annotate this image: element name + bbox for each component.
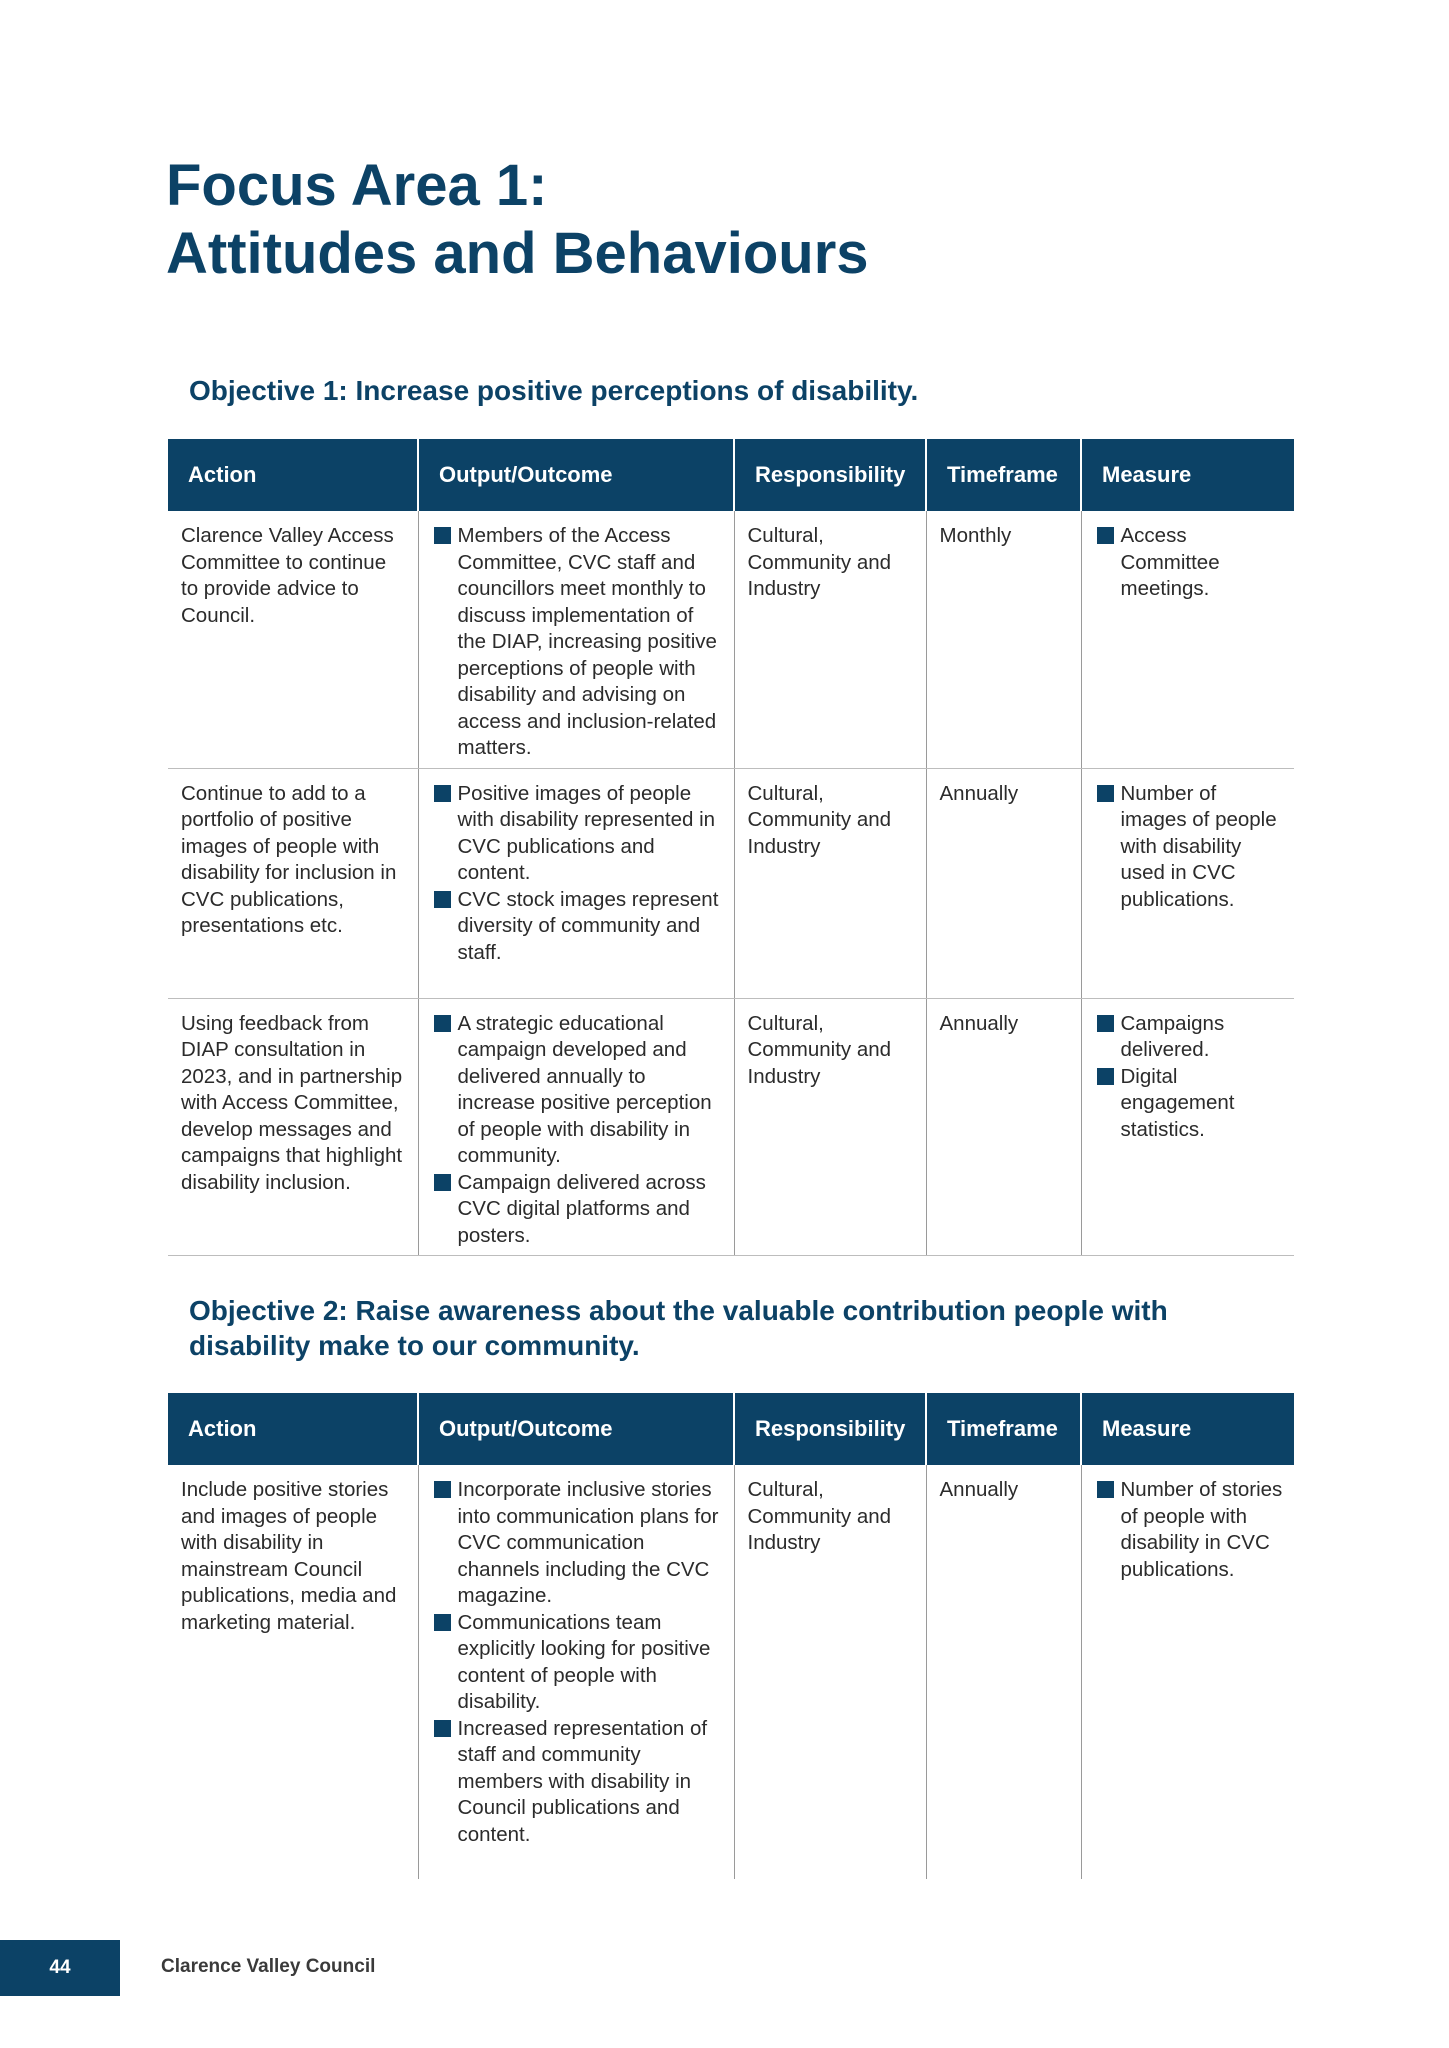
header-timeframe: Timeframe <box>926 1393 1081 1465</box>
header-responsibility: Responsibility <box>734 1393 926 1465</box>
timeframe-cell: Annually <box>926 1465 1081 1879</box>
objective-1-heading: Objective 1: Increase positive perceptions of disability. <box>189 375 919 406</box>
output-item: Campaign delivered across CVC digital platforms and posters. <box>432 1170 724 1250</box>
table-header-row <box>168 439 1294 511</box>
output-item: CVC stock images represent diversity of community and staff. <box>432 887 724 967</box>
objective-2-heading: Objective 2: Raise awareness about the valuable contribution people with disability make to our community. <box>189 1295 1168 1361</box>
table-row <box>168 998 1294 1256</box>
responsibility-cell: Cultural, Community and Industry <box>734 998 926 1256</box>
measure-item: Number of images of people with disability used in CVC publications. <box>1095 781 1285 914</box>
measure-cell <box>1081 1465 1294 1879</box>
table-row <box>168 768 1294 998</box>
output-cell <box>418 768 734 998</box>
header-measure: Measure <box>1081 1393 1294 1465</box>
objective-1-table <box>168 439 1294 1256</box>
output-item: Positive images of people with disability represented in CVC publications and content. <box>432 781 724 887</box>
header-action: Action <box>168 1393 418 1465</box>
page-title <box>166 152 869 288</box>
timeframe-cell: Annually <box>926 998 1081 1256</box>
measure-item: Digital engagement statistics. <box>1095 1064 1285 1144</box>
objective-2-table <box>168 1393 1294 1879</box>
responsibility-cell: Cultural, Community and Industry <box>734 1465 926 1879</box>
responsibility-cell: Cultural, Community and Industry <box>734 768 926 998</box>
measure-item: Access Committee meetings. <box>1095 523 1285 603</box>
action-cell: Include positive stories and images of people with disability in mainstream Council publications, media and marketing material. <box>168 1465 418 1879</box>
measure-item: Number of stories of people with disability in CVC publications. <box>1095 1477 1285 1583</box>
measure-item: Campaigns delivered. <box>1095 1011 1285 1064</box>
responsibility-cell: Cultural, Community and Industry <box>734 511 926 768</box>
page-title-line1: Focus Area 1: <box>166 153 548 218</box>
table-row <box>168 1465 1294 1879</box>
measure-cell <box>1081 511 1294 768</box>
output-item: A strategic educational campaign developed and delivered annually to increase positive perception of people with disability in community. <box>432 1011 724 1170</box>
header-timeframe: Timeframe <box>926 439 1081 511</box>
output-item: Communications team explicitly looking for positive content of people with disability. <box>432 1610 724 1716</box>
output-cell <box>418 1465 734 1879</box>
header-action: Action <box>168 439 418 511</box>
measure-cell <box>1081 768 1294 998</box>
header-output-outcome: Output/Outcome <box>418 439 734 511</box>
table-header-row <box>168 1393 1294 1465</box>
footer-organisation: Clarence Valley Council <box>161 1956 376 1977</box>
header-responsibility: Responsibility <box>734 439 926 511</box>
header-measure: Measure <box>1081 439 1294 511</box>
header-output-outcome: Output/Outcome <box>418 1393 734 1465</box>
page-number-badge <box>0 1940 120 1996</box>
output-cell <box>418 998 734 1256</box>
page-number: 44 <box>49 1957 71 1978</box>
page-title-line2: Attitudes and Behaviours <box>166 221 869 286</box>
output-cell <box>418 511 734 768</box>
table-row <box>168 511 1294 768</box>
measure-cell <box>1081 998 1294 1256</box>
action-cell: Continue to add to a portfolio of positive images of people with disability for inclusion in CVC publications, presentations etc. <box>168 768 418 998</box>
output-item: Increased representation of staff and community members with disability in Council publications and content. <box>432 1716 724 1849</box>
timeframe-cell: Monthly <box>926 511 1081 768</box>
output-item: Incorporate inclusive stories into communication plans for CVC communication channels including the CVC magazine. <box>432 1477 724 1610</box>
action-cell: Using feedback from DIAP consultation in 2023, and in partnership with Access Committee, develop messages and campaigns that highlight disability inclusion. <box>168 998 418 1256</box>
output-item: Members of the Access Committee, CVC staff and councillors meet monthly to discuss implementation of the DIAP, increasing positive perceptions of people with disability and advising on access and inclusion-related matters. <box>432 523 724 762</box>
action-cell: Clarence Valley Access Committee to continue to provide advice to Council. <box>168 511 418 768</box>
timeframe-cell: Annually <box>926 768 1081 998</box>
